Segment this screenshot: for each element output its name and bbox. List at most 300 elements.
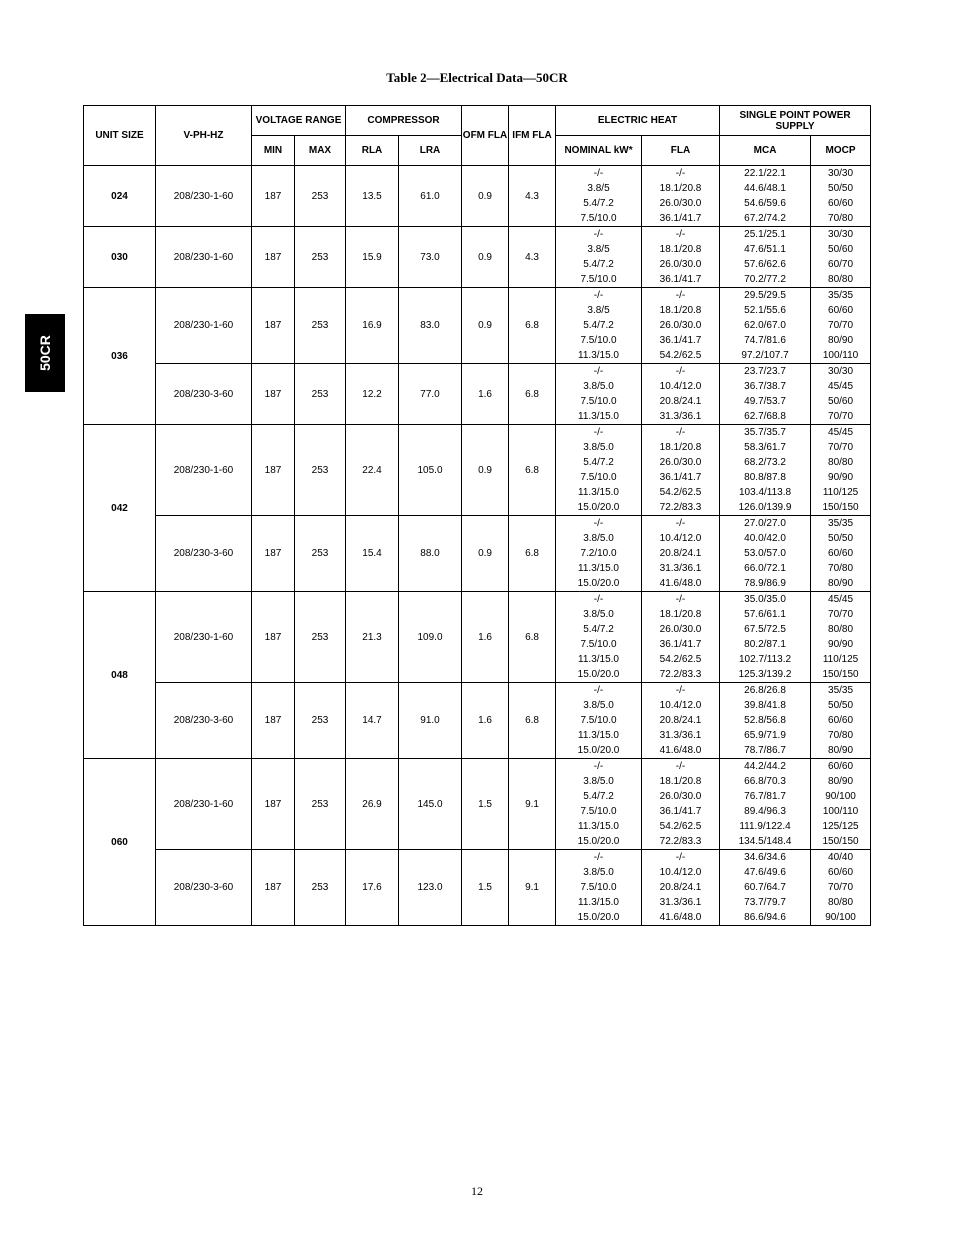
rla-cell: 16.9 [346, 288, 399, 364]
fla-value: 54.2/62.5 [659, 350, 702, 361]
kw-cell [556, 425, 642, 516]
kw-value: 3.8/5.0 [583, 700, 614, 711]
lra-cell: 73.0 [399, 227, 462, 288]
kw-value: 11.3/15.0 [578, 897, 619, 908]
kw-value: 3.8/5.0 [583, 533, 614, 544]
mca-value: 125.3/139.2 [738, 669, 792, 680]
mocp-value: 70/70 [828, 320, 854, 331]
fla-cell [642, 592, 720, 683]
mca-value: 62.0/67.0 [744, 320, 786, 331]
min-cell: 187 [252, 166, 295, 227]
mca-value: 65.9/71.9 [744, 730, 786, 741]
mocp-value: 70/80 [828, 563, 854, 574]
mca-value: 97.2/107.7 [741, 350, 789, 361]
table-row [84, 759, 871, 850]
max-cell: 253 [295, 227, 346, 288]
mocp-value: 100/110 [822, 806, 859, 817]
kw-value: 7.2/10.0 [580, 548, 617, 559]
kw-value: 11.3/15.0 [578, 654, 619, 665]
fla-value: 10.4/12.0 [659, 533, 702, 544]
fla-value: 31.3/36.1 [659, 897, 702, 908]
ofm-cell: 0.9 [462, 166, 509, 227]
rla-cell: 21.3 [346, 592, 399, 683]
fla-value: 72.2/83.3 [659, 669, 702, 680]
fla-value: 26.0/30.0 [659, 791, 702, 802]
fla-value: 54.2/62.5 [659, 487, 702, 498]
ofm-cell: 0.9 [462, 425, 509, 516]
vphhz-cell: 208/230-3-60 [156, 364, 252, 425]
min-cell: 187 [252, 683, 295, 759]
fla-cell [642, 227, 720, 288]
fla-value: 72.2/83.3 [659, 836, 702, 847]
mca-value: 60.7/64.7 [744, 882, 786, 893]
min-cell: 187 [252, 516, 295, 592]
mocp-value: 40/40 [828, 852, 854, 863]
mocp-value: 30/30 [828, 366, 854, 377]
mocp-value: 60/60 [828, 198, 854, 209]
fla-value: 36.1/41.7 [659, 472, 702, 483]
kw-value: 11.3/15.0 [578, 411, 619, 422]
mocp-value: 125/125 [822, 821, 859, 832]
header-mocp: MOCP [811, 136, 871, 166]
mocp-value: 150/150 [822, 502, 859, 513]
max-cell: 253 [295, 288, 346, 364]
mocp-value: 150/150 [822, 669, 859, 680]
mca-cell [720, 166, 811, 227]
mocp-value: 80/90 [828, 745, 854, 756]
mca-value: 47.6/51.1 [744, 244, 786, 255]
mocp-value: 60/60 [828, 715, 854, 726]
mca-cell [720, 425, 811, 516]
ifm-cell: 4.3 [509, 166, 556, 227]
header-ofm-fla: OFM FLA [462, 106, 509, 166]
fla-value: 36.1/41.7 [659, 274, 702, 285]
ofm-cell: 1.6 [462, 364, 509, 425]
mca-value: 57.6/61.1 [744, 609, 786, 620]
mocp-value: 80/80 [828, 274, 854, 285]
mocp-value: 80/90 [828, 335, 854, 346]
kw-value: -/- [593, 518, 604, 529]
mocp-value: 110/125 [822, 487, 859, 498]
kw-value: 15.0/20.0 [577, 669, 620, 680]
fla-value: 72.2/83.3 [659, 502, 702, 513]
fla-value: 31.3/36.1 [659, 411, 702, 422]
kw-value: 7.5/10.0 [580, 639, 617, 650]
ifm-cell: 4.3 [509, 227, 556, 288]
ifm-cell: 6.8 [509, 425, 556, 516]
mca-value: 76.7/81.7 [744, 791, 786, 802]
kw-value: -/- [593, 685, 604, 696]
fla-value: 18.1/20.8 [659, 305, 702, 316]
mca-cell [720, 759, 811, 850]
kw-value: 3.8/5.0 [583, 609, 614, 620]
kw-value: 7.5/10.0 [580, 472, 617, 483]
kw-value: 7.5/10.0 [580, 806, 617, 817]
mocp-value: 80/80 [828, 624, 854, 635]
ofm-cell: 1.6 [462, 592, 509, 683]
ifm-cell: 6.8 [509, 288, 556, 364]
page-number: 12 [471, 1184, 483, 1198]
mocp-value: 100/110 [822, 350, 859, 361]
fla-value: 36.1/41.7 [659, 806, 702, 817]
mocp-value: 50/50 [828, 700, 854, 711]
kw-cell [556, 364, 642, 425]
kw-value: 7.5/10.0 [580, 274, 617, 285]
mca-value: 57.6/62.6 [744, 259, 786, 270]
mca-value: 66.8/70.3 [744, 776, 786, 787]
lra-cell: 61.0 [399, 166, 462, 227]
fla-value: 26.0/30.0 [659, 259, 702, 270]
lra-cell: 105.0 [399, 425, 462, 516]
ofm-cell: 1.5 [462, 850, 509, 926]
mocp-value: 60/60 [828, 761, 854, 772]
mca-value: 58.3/61.7 [744, 442, 786, 453]
fla-value: 41.6/48.0 [659, 912, 702, 923]
mca-value: 54.6/59.6 [744, 198, 786, 209]
mca-value: 36.7/38.7 [744, 381, 786, 392]
max-cell: 253 [295, 516, 346, 592]
table-row [84, 592, 871, 683]
mca-cell [720, 364, 811, 425]
fla-value: 36.1/41.7 [659, 213, 702, 224]
kw-value: 3.8/5 [587, 183, 610, 194]
fla-value: 18.1/20.8 [659, 183, 702, 194]
max-cell: 253 [295, 425, 346, 516]
kw-value: 11.3/15.0 [578, 563, 619, 574]
mca-value: 70.2/77.2 [744, 274, 786, 285]
mocp-value: 80/80 [828, 457, 854, 468]
ofm-cell: 0.9 [462, 516, 509, 592]
kw-value: 15.0/20.0 [577, 578, 620, 589]
mocp-value: 50/60 [828, 244, 854, 255]
mca-value: 39.8/41.8 [744, 700, 786, 711]
max-cell: 253 [295, 850, 346, 926]
fla-value: 20.8/24.1 [659, 548, 702, 559]
mocp-value: 70/70 [828, 411, 854, 422]
mca-value: 52.1/55.6 [744, 305, 786, 316]
mocp-value: 45/45 [828, 381, 854, 392]
fla-value: 20.8/24.1 [659, 715, 702, 726]
mocp-value: 60/60 [828, 867, 854, 878]
min-cell: 187 [252, 364, 295, 425]
fla-cell [642, 364, 720, 425]
mocp-cell [811, 288, 871, 364]
mca-value: 89.4/96.3 [744, 806, 786, 817]
kw-value: 5.4/7.2 [583, 791, 614, 802]
ifm-cell: 6.8 [509, 516, 556, 592]
rla-cell: 17.6 [346, 850, 399, 926]
kw-value: 15.0/20.0 [577, 836, 620, 847]
max-cell: 253 [295, 592, 346, 683]
mocp-cell [811, 166, 871, 227]
electrical-data-table [83, 105, 871, 926]
table-row [84, 425, 871, 516]
fla-value: 18.1/20.8 [659, 244, 702, 255]
unit-size-cell: 030 [84, 227, 156, 288]
mca-value: 67.2/74.2 [744, 213, 786, 224]
kw-value: 11.3/15.0 [578, 730, 619, 741]
min-cell: 187 [252, 850, 295, 926]
unit-size-cell: 060 [84, 759, 156, 926]
mca-cell [720, 683, 811, 759]
fla-value: -/- [675, 229, 686, 240]
kw-cell [556, 683, 642, 759]
mocp-value: 90/100 [825, 912, 856, 923]
table-row [84, 166, 871, 227]
kw-value: 3.8/5.0 [583, 381, 614, 392]
mca-value: 49.7/53.7 [744, 396, 786, 407]
fla-value: 10.4/12.0 [659, 867, 702, 878]
mocp-value: 35/35 [828, 290, 854, 301]
unit-size-cell: 036 [84, 288, 156, 425]
mca-cell [720, 592, 811, 683]
mocp-value: 50/60 [828, 396, 854, 407]
lra-cell: 123.0 [399, 850, 462, 926]
mocp-value: 35/35 [828, 518, 854, 529]
vphhz-cell: 208/230-1-60 [156, 425, 252, 516]
fla-value: 26.0/30.0 [659, 624, 702, 635]
fla-cell [642, 516, 720, 592]
fla-value: 36.1/41.7 [659, 639, 702, 650]
kw-cell [556, 227, 642, 288]
min-cell: 187 [252, 288, 295, 364]
kw-value: -/- [593, 594, 604, 605]
kw-value: 5.4/7.2 [583, 320, 614, 331]
kw-value: 11.3/15.0 [578, 821, 619, 832]
vphhz-cell: 208/230-1-60 [156, 166, 252, 227]
mca-cell [720, 516, 811, 592]
mca-value: 73.7/79.7 [744, 897, 786, 908]
ifm-cell: 6.8 [509, 592, 556, 683]
header-electric-heat: ELECTRIC HEAT [556, 106, 720, 136]
mca-value: 78.7/86.7 [744, 745, 786, 756]
section-tab [25, 314, 65, 392]
min-cell: 187 [252, 227, 295, 288]
fla-cell [642, 288, 720, 364]
header-voltage-range: VOLTAGE RANGE [252, 106, 346, 136]
fla-value: -/- [675, 761, 686, 772]
lra-cell: 91.0 [399, 683, 462, 759]
ifm-cell: 6.8 [509, 683, 556, 759]
min-cell: 187 [252, 425, 295, 516]
mocp-value: 60/60 [828, 548, 854, 559]
mocp-value: 70/80 [828, 213, 854, 224]
fla-cell [642, 166, 720, 227]
mocp-value: 35/35 [828, 685, 854, 696]
kw-value: 7.5/10.0 [580, 882, 617, 893]
header-rla: RLA [346, 136, 399, 166]
kw-value: 11.3/15.0 [578, 350, 619, 361]
header-unit-size: UNIT SIZE [84, 106, 156, 166]
mca-value: 126.0/139.9 [738, 502, 792, 513]
mocp-cell [811, 516, 871, 592]
table-row [84, 683, 871, 759]
header-max: MAX [295, 136, 346, 166]
min-cell: 187 [252, 592, 295, 683]
kw-value: 7.5/10.0 [580, 396, 617, 407]
mca-value: 52.8/56.8 [744, 715, 786, 726]
mca-value: 67.5/72.5 [744, 624, 786, 635]
fla-cell [642, 759, 720, 850]
section-tab-label: 50CR [36, 335, 53, 371]
rla-cell: 13.5 [346, 166, 399, 227]
mca-value: 34.6/34.6 [744, 852, 786, 863]
mocp-value: 70/80 [828, 730, 854, 741]
fla-value: 10.4/12.0 [659, 381, 702, 392]
unit-size-cell: 024 [84, 166, 156, 227]
mocp-value: 80/80 [828, 897, 854, 908]
mca-value: 111.9/122.4 [739, 821, 791, 832]
kw-value: 7.5/10.0 [580, 335, 617, 346]
fla-value: 31.3/36.1 [659, 563, 702, 574]
mca-value: 44.2/44.2 [744, 761, 786, 772]
kw-value: -/- [593, 761, 604, 772]
mocp-value: 45/45 [828, 594, 854, 605]
fla-value: 31.3/36.1 [659, 730, 702, 741]
fla-value: 18.1/20.8 [659, 442, 702, 453]
kw-cell [556, 166, 642, 227]
mocp-value: 150/150 [822, 836, 859, 847]
mocp-value: 30/30 [828, 229, 854, 240]
kw-value: -/- [593, 229, 604, 240]
mca-value: 47.6/49.6 [744, 867, 786, 878]
fla-value: -/- [675, 518, 686, 529]
table-row [84, 850, 871, 926]
mca-value: 23.7/23.7 [744, 366, 786, 377]
mocp-value: 70/70 [828, 609, 854, 620]
mca-value: 40.0/42.0 [744, 533, 786, 544]
mca-value: 53.0/57.0 [744, 548, 786, 559]
mca-value: 22.1/22.1 [744, 168, 786, 179]
mocp-value: 90/90 [828, 639, 854, 650]
fla-value: -/- [675, 852, 686, 863]
fla-cell [642, 683, 720, 759]
max-cell: 253 [295, 166, 346, 227]
kw-value: 5.4/7.2 [583, 259, 614, 270]
mocp-value: 70/70 [828, 882, 854, 893]
kw-value: 3.8/5.0 [583, 442, 614, 453]
header-lra: LRA [399, 136, 462, 166]
fla-value: 20.8/24.1 [659, 882, 702, 893]
max-cell: 253 [295, 683, 346, 759]
fla-value: 18.1/20.8 [659, 609, 702, 620]
fla-value: -/- [675, 685, 686, 696]
mca-value: 35.0/35.0 [744, 594, 786, 605]
rla-cell: 14.7 [346, 683, 399, 759]
fla-value: 36.1/41.7 [659, 335, 702, 346]
fla-value: -/- [675, 290, 686, 301]
kw-value: 7.5/10.0 [580, 715, 617, 726]
ifm-cell: 9.1 [509, 759, 556, 850]
mca-value: 44.6/48.1 [744, 183, 786, 194]
mocp-value: 60/70 [828, 259, 854, 270]
unit-size-cell: 048 [84, 592, 156, 759]
fla-value: 41.6/48.0 [659, 745, 702, 756]
kw-cell [556, 516, 642, 592]
kw-value: 11.3/15.0 [578, 487, 619, 498]
kw-cell [556, 288, 642, 364]
vphhz-cell: 208/230-1-60 [156, 592, 252, 683]
mca-value: 66.0/72.1 [744, 563, 786, 574]
lra-cell: 145.0 [399, 759, 462, 850]
mca-cell [720, 288, 811, 364]
kw-value: -/- [593, 852, 604, 863]
header-nominal-kw: NOMINAL kW* [556, 136, 642, 166]
mca-value: 27.0/27.0 [744, 518, 786, 529]
mca-value: 68.2/73.2 [744, 457, 786, 468]
mocp-cell [811, 683, 871, 759]
table-row [84, 364, 871, 425]
fla-value: 26.0/30.0 [659, 320, 702, 331]
header-compressor: COMPRESSOR [346, 106, 462, 136]
fla-value: -/- [675, 594, 686, 605]
ofm-cell: 0.9 [462, 288, 509, 364]
ofm-cell: 0.9 [462, 227, 509, 288]
kw-value: -/- [593, 427, 604, 438]
mca-value: 102.7/113.2 [738, 654, 792, 665]
ofm-cell: 1.5 [462, 759, 509, 850]
fla-value: 41.6/48.0 [659, 578, 702, 589]
kw-value: 3.8/5 [587, 244, 610, 255]
vphhz-cell: 208/230-1-60 [156, 227, 252, 288]
vphhz-cell: 208/230-1-60 [156, 759, 252, 850]
kw-value: 5.4/7.2 [583, 624, 614, 635]
table-row [84, 288, 871, 364]
lra-cell: 83.0 [399, 288, 462, 364]
header-vphhz: V-PH-HZ [156, 106, 252, 166]
mocp-value: 30/30 [828, 168, 854, 179]
vphhz-cell: 208/230-3-60 [156, 516, 252, 592]
ofm-cell: 1.6 [462, 683, 509, 759]
mocp-cell [811, 227, 871, 288]
lra-cell: 88.0 [399, 516, 462, 592]
rla-cell: 12.2 [346, 364, 399, 425]
lra-cell: 109.0 [399, 592, 462, 683]
mca-value: 86.6/94.6 [744, 912, 786, 923]
vphhz-cell: 208/230-3-60 [156, 683, 252, 759]
kw-value: -/- [593, 366, 604, 377]
kw-value: 15.0/20.0 [577, 745, 620, 756]
mca-value: 62.7/68.8 [744, 411, 786, 422]
mca-value: 134.5/148.4 [738, 836, 792, 847]
kw-value: 15.0/20.0 [577, 912, 620, 923]
mocp-value: 90/90 [828, 472, 854, 483]
fla-value: 26.0/30.0 [659, 457, 702, 468]
unit-size-cell: 042 [84, 425, 156, 592]
fla-value: 20.8/24.1 [659, 396, 702, 407]
fla-value: 10.4/12.0 [659, 700, 702, 711]
kw-value: 5.4/7.2 [583, 457, 614, 468]
mca-value: 78.9/86.9 [744, 578, 786, 589]
kw-value: -/- [593, 290, 604, 301]
kw-value: 3.8/5 [587, 305, 610, 316]
mca-value: 74.7/81.6 [744, 335, 786, 346]
mca-cell [720, 850, 811, 926]
mca-cell [720, 227, 811, 288]
fla-cell [642, 425, 720, 516]
mca-value: 80.2/87.1 [744, 639, 786, 650]
ifm-cell: 6.8 [509, 364, 556, 425]
mocp-cell [811, 759, 871, 850]
fla-value: 54.2/62.5 [659, 821, 702, 832]
header-ifm-fla: IFM FLA [509, 106, 556, 166]
mocp-value: 50/50 [828, 183, 854, 194]
fla-value: -/- [675, 168, 686, 179]
vphhz-cell: 208/230-3-60 [156, 850, 252, 926]
fla-value: 26.0/30.0 [659, 198, 702, 209]
kw-value: 5.4/7.2 [583, 198, 614, 209]
kw-cell [556, 850, 642, 926]
